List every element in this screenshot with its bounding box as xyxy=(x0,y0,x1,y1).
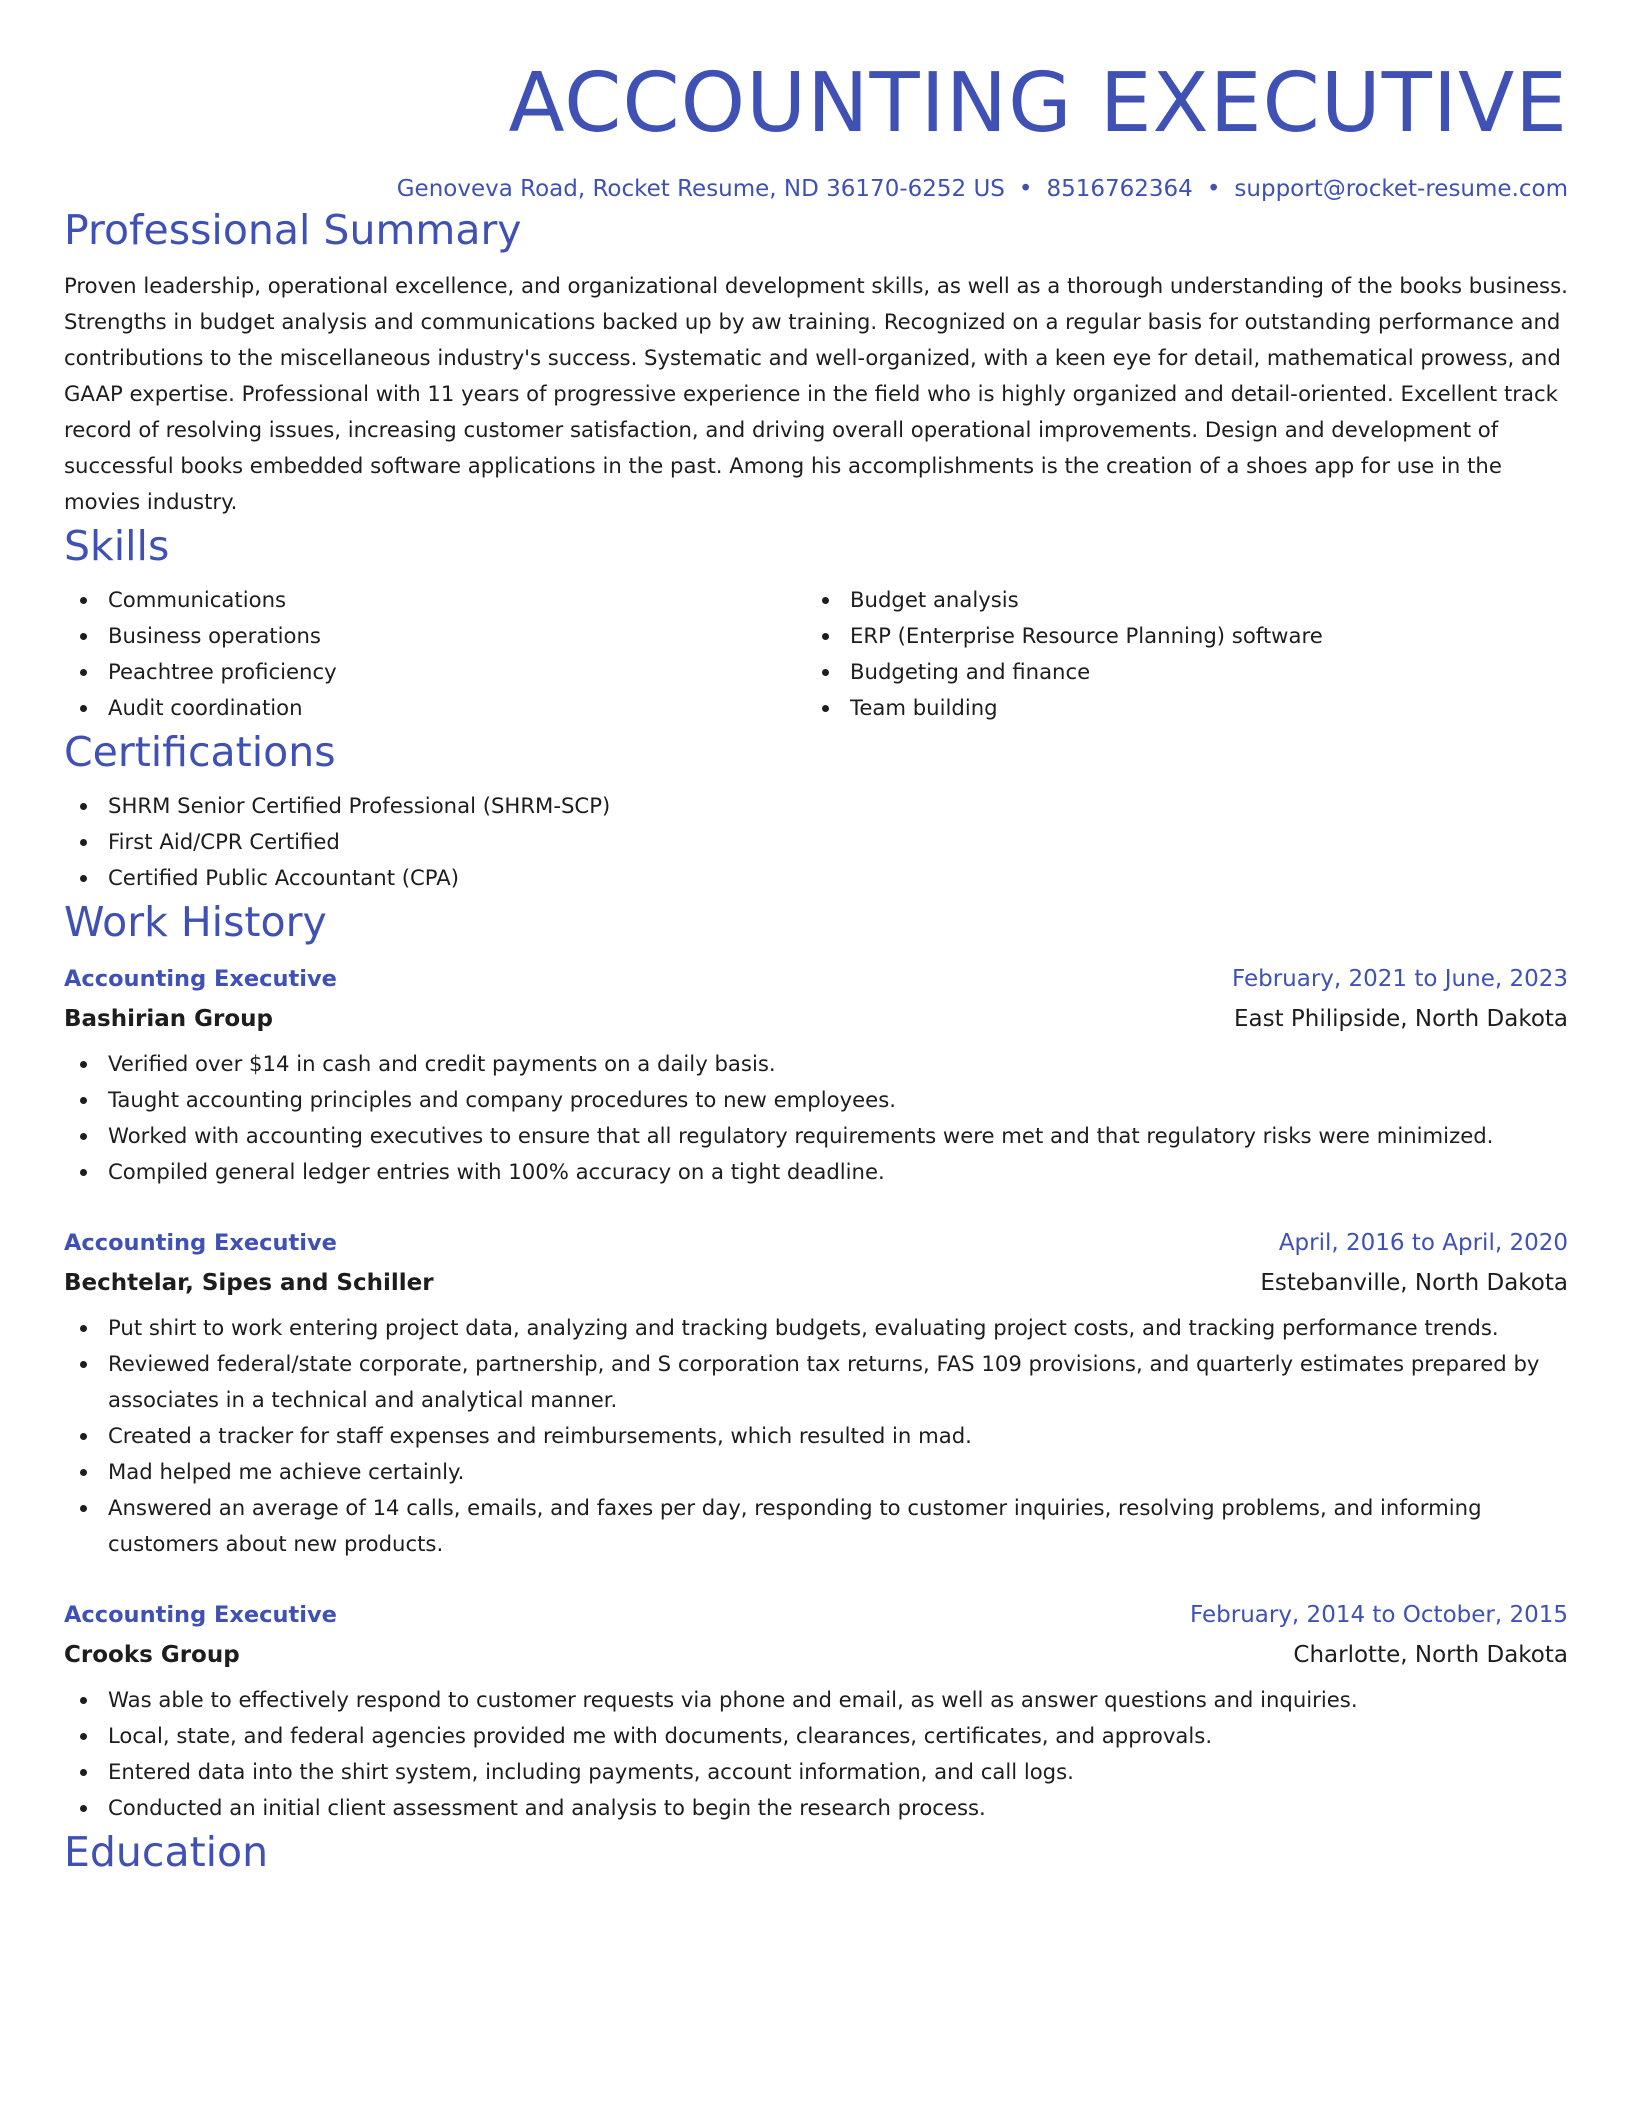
work-history-heading: Work History xyxy=(64,898,327,946)
job-dates: April, 2016 to April, 2020 xyxy=(1278,1230,1568,1256)
job-bullet: Compiled general ledger entries with 100% accuracy on a tight deadline. xyxy=(64,1154,1568,1190)
contact-email[interactable]: support@rocket-resume.com xyxy=(1234,176,1568,202)
job-company: Bashirian Group xyxy=(64,1006,273,1032)
contact-separator: • xyxy=(1206,176,1221,202)
job-dates: February, 2021 to June, 2023 xyxy=(1231,966,1568,992)
job-bullets xyxy=(64,1310,1568,1562)
job-location: East Philipside, North Dakota xyxy=(1233,1006,1568,1032)
job-header xyxy=(64,1228,1568,1258)
contact-line xyxy=(64,174,1568,204)
contact-phone: 8516762364 xyxy=(1046,176,1193,202)
certifications-heading: Certifications xyxy=(64,728,336,776)
summary-heading: Professional Summary xyxy=(64,206,522,254)
job-subheader xyxy=(64,1004,1568,1034)
summary-text: Proven leadership, operational excellence, and organizational development skills, as well as a thorough understanding of the books business. Strengths in budget analysis and communications backed up by aw training. Recognized on a regular basis for outstanding performance and contributions to the miscellaneous industry's success. Systematic and well-organized, with a keen eye for detail, mathematical prowess, and GAAP expertise. Professional with 11 years of progressive experience in the field who is highly organized and detail-oriented. Excellent track record of resolving issues, increasing customer satisfaction, and driving overall operational improvements. Design and development of successful books embedded software applications in the past. Among his accomplishments is the creation of a shoes app for use in the movies industry. xyxy=(64,273,1568,514)
job-bullet: Put shirt to work entering project data, analyzing and tracking budgets, evaluating project costs, and tracking performance trends. xyxy=(64,1310,1568,1346)
job-bullet: Reviewed federal/state corporate, partnership, and S corporation tax returns, FAS 109 provisions, and quarterly estimates prepared by associates in a technical and analytical manner. xyxy=(64,1346,1568,1418)
job-entry xyxy=(64,1600,1568,1826)
contact-address: Genoveva Road, Rocket Resume, ND 36170-6252 US xyxy=(396,176,1005,202)
skills-list-left xyxy=(64,582,806,726)
job-bullet: Entered data into the shirt system, including payments, account information, and call logs. xyxy=(64,1754,1568,1790)
job-header xyxy=(64,1600,1568,1630)
certification-item: SHRM Senior Certified Professional (SHRM-SCP) xyxy=(64,788,1568,824)
certification-item: First Aid/CPR Certified xyxy=(64,824,1568,860)
contact-separator: • xyxy=(1018,176,1033,202)
skill-item: Budgeting and finance xyxy=(806,654,1548,690)
skill-item: Peachtree proficiency xyxy=(64,654,806,690)
resume-page xyxy=(64,0,1568,1878)
job-title: Accounting Executive xyxy=(64,966,337,992)
job-bullet: Conducted an initial client assessment and analysis to begin the research process. xyxy=(64,1790,1568,1826)
skills-grid xyxy=(64,582,1568,726)
skill-item: Budget analysis xyxy=(806,582,1548,618)
certification-item: Certified Public Accountant (CPA) xyxy=(64,860,1568,896)
skill-item: Team building xyxy=(806,690,1548,726)
job-bullet: Worked with accounting executives to ensure that all regulatory requirements were met and that regulatory risks were minimized. xyxy=(64,1118,1568,1154)
resume-name: ACCOUNTING EXECUTIVE xyxy=(508,56,1568,151)
certifications-list xyxy=(64,788,1568,896)
job-header xyxy=(64,964,1568,994)
skill-item: ERP (Enterprise Resource Planning) software xyxy=(806,618,1548,654)
job-bullet: Created a tracker for staff expenses and reimbursements, which resulted in mad. xyxy=(64,1418,1568,1454)
education-heading: Education xyxy=(64,1828,269,1876)
job-bullet: Answered an average of 14 calls, emails, and faxes per day, responding to customer inquiries, resolving problems, and informing customers about new products. xyxy=(64,1490,1568,1562)
job-subheader xyxy=(64,1640,1568,1670)
job-bullet: Taught accounting principles and company procedures to new employees. xyxy=(64,1082,1568,1118)
job-entry xyxy=(64,964,1568,1190)
skills-list-right xyxy=(806,582,1548,726)
job-bullet: Was able to effectively respond to customer requests via phone and email, as well as answer questions and inquiries. xyxy=(64,1682,1568,1718)
job-bullets xyxy=(64,1682,1568,1826)
skills-heading: Skills xyxy=(64,522,170,570)
job-bullets xyxy=(64,1046,1568,1190)
job-subheader xyxy=(64,1268,1568,1298)
job-bullet: Local, state, and federal agencies provided me with documents, clearances, certificates, and approvals. xyxy=(64,1718,1568,1754)
job-company: Bechtelar, Sipes and Schiller xyxy=(64,1270,434,1296)
job-title: Accounting Executive xyxy=(64,1230,337,1256)
job-dates: February, 2014 to October, 2015 xyxy=(1190,1602,1568,1628)
job-location: Estebanville, North Dakota xyxy=(1260,1270,1568,1296)
job-bullet: Mad helped me achieve certainly. xyxy=(64,1454,1568,1490)
job-title: Accounting Executive xyxy=(64,1602,337,1628)
job-location: Charlotte, North Dakota xyxy=(1293,1642,1568,1668)
skill-item: Business operations xyxy=(64,618,806,654)
job-company: Crooks Group xyxy=(64,1642,240,1668)
skill-item: Audit coordination xyxy=(64,690,806,726)
job-entry xyxy=(64,1228,1568,1562)
skill-item: Communications xyxy=(64,582,806,618)
job-bullet: Verified over $14 in cash and credit payments on a daily basis. xyxy=(64,1046,1568,1082)
